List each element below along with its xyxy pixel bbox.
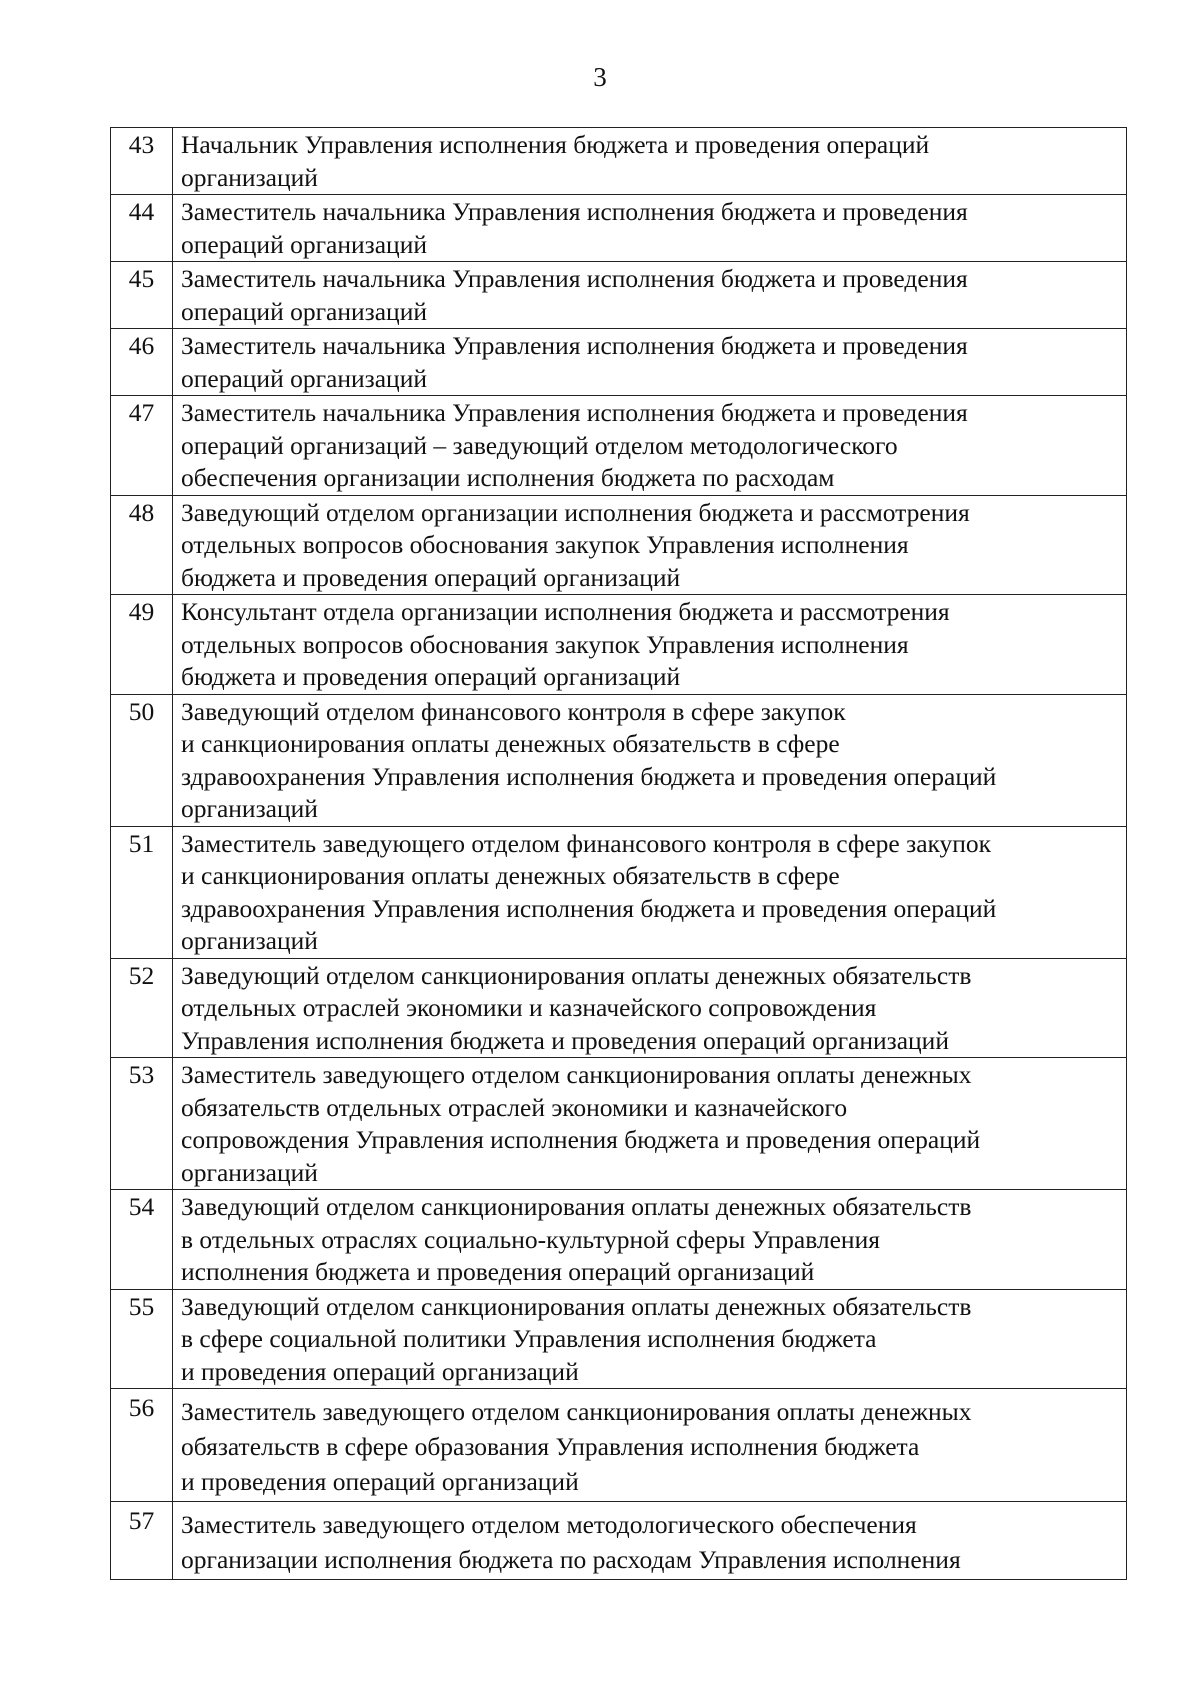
table-row xyxy=(111,262,1127,329)
position-title xyxy=(173,1190,1127,1290)
position-title-line: Заместитель заведующего отделом санкционирования оплаты денежных xyxy=(181,1060,972,1089)
table-row xyxy=(111,1389,1127,1502)
position-title xyxy=(173,595,1127,695)
table-row xyxy=(111,195,1127,262)
row-number: 43 xyxy=(111,128,173,195)
row-number: 47 xyxy=(111,396,173,496)
position-title-line: организации исполнения бюджета по расходам Управления исполнения xyxy=(181,1545,961,1574)
table-row xyxy=(111,1058,1127,1190)
position-title xyxy=(173,195,1127,262)
position-title-line: и санкционирования оплаты денежных обязательств в сфере xyxy=(181,861,840,890)
row-number: 50 xyxy=(111,694,173,826)
table-row xyxy=(111,329,1127,396)
position-title-line: организаций xyxy=(181,1157,318,1187)
row-number: 55 xyxy=(111,1289,173,1389)
row-number: 52 xyxy=(111,958,173,1058)
table-row xyxy=(111,1502,1127,1580)
position-title-line: бюджета и проведения операций организаций xyxy=(181,662,681,691)
position-title-line: отдельных отраслей экономики и казначейского сопровождения xyxy=(181,993,877,1022)
row-number: 57 xyxy=(111,1502,173,1580)
position-title-line: организаций xyxy=(181,162,318,192)
table-row xyxy=(111,826,1127,958)
position-title xyxy=(173,1502,1127,1580)
position-title xyxy=(173,329,1127,396)
position-title-line: отдельных вопросов обоснования закупок Управления исполнения xyxy=(181,629,909,659)
position-title xyxy=(173,694,1127,826)
row-number: 53 xyxy=(111,1058,173,1190)
table-row xyxy=(111,694,1127,826)
position-title-line: операций организаций xyxy=(181,229,427,259)
position-title-line: Заведующий отделом санкционирования оплаты денежных обязательств xyxy=(181,960,972,990)
position-title-line: бюджета и проведения операций организаций xyxy=(181,562,681,592)
position-title-line: здравоохранения Управления исполнения бюджета и проведения операций xyxy=(181,893,997,923)
position-title xyxy=(173,1058,1127,1190)
position-title xyxy=(173,262,1127,329)
position-title-line: операций организаций – заведующий отделом методологического xyxy=(181,430,898,460)
row-number: 54 xyxy=(111,1190,173,1290)
position-title-line: Заместитель заведующего отделом методологического обеспечения xyxy=(181,1510,917,1539)
table-row xyxy=(111,1289,1127,1389)
positions-table-body xyxy=(111,128,1127,1580)
row-number: 46 xyxy=(111,329,173,396)
row-number: 56 xyxy=(111,1389,173,1502)
position-title-line: в отдельных отраслях социально-культурной сферы Управления xyxy=(181,1224,880,1254)
table-row xyxy=(111,495,1127,595)
position-title-line: обязательств в сфере образования Управления исполнения бюджета xyxy=(181,1432,920,1461)
row-number: 49 xyxy=(111,595,173,695)
position-title-line: организаций xyxy=(181,926,318,955)
position-title xyxy=(173,826,1127,958)
positions-table xyxy=(110,127,1127,1580)
position-title xyxy=(173,495,1127,595)
table-row xyxy=(111,1190,1127,1290)
row-number: 44 xyxy=(111,195,173,262)
position-title-line: в сфере социальной политики Управления исполнения бюджета xyxy=(181,1324,877,1353)
position-title-line: отдельных вопросов обоснования закупок Управления исполнения xyxy=(181,530,909,559)
position-title-line: Управления исполнения бюджета и проведения операций организаций xyxy=(181,1025,949,1055)
position-title xyxy=(173,1289,1127,1389)
position-title-line: Заведующий отделом организации исполнения бюджета и рассмотрения xyxy=(181,497,970,527)
position-title-line: Заместитель начальника Управления исполнения бюджета и проведения xyxy=(181,331,968,360)
position-title-line: и санкционирования оплаты денежных обязательств в сфере xyxy=(181,729,840,758)
position-title xyxy=(173,396,1127,496)
position-title-line: Заместитель начальника Управления исполнения бюджета и проведения xyxy=(181,264,968,293)
position-title-line: операций организаций xyxy=(181,296,427,326)
position-title-line: Заместитель заведующего отделом финансового контроля в сфере закупок xyxy=(181,828,992,858)
position-title-line: Заведующий отделом финансового контроля в сфере закупок xyxy=(181,696,846,726)
position-title-line: сопровождения Управления исполнения бюджета и проведения операций xyxy=(181,1125,981,1154)
position-title-line: и проведения операций организаций xyxy=(181,1356,579,1386)
position-title xyxy=(173,128,1127,195)
position-title-line: обеспечения организации исполнения бюджета по расходам xyxy=(181,463,835,492)
table-row xyxy=(111,958,1127,1058)
position-title-line: Заместитель начальника Управления исполнения бюджета и проведения xyxy=(181,197,968,226)
position-title-line: Заведующий отделом санкционирования оплаты денежных обязательств xyxy=(181,1291,972,1321)
position-title-line: и проведения операций организаций xyxy=(181,1467,579,1496)
position-title xyxy=(173,958,1127,1058)
row-number: 48 xyxy=(111,495,173,595)
table-row xyxy=(111,396,1127,496)
position-title-line: здравоохранения Управления исполнения бюджета и проведения операций xyxy=(181,761,997,791)
position-title xyxy=(173,1389,1127,1502)
row-number: 45 xyxy=(111,262,173,329)
position-title-line: Заместитель заведующего отделом санкционирования оплаты денежных xyxy=(181,1397,972,1426)
page-number: 3 xyxy=(593,62,607,92)
position-title-line: обязательств отдельных отраслей экономики и казначейского xyxy=(181,1092,848,1122)
position-title-line: Консультант отдела организации исполнения бюджета и рассмотрения xyxy=(181,597,950,626)
position-title-line: операций организаций xyxy=(181,363,427,393)
position-title-line: организаций xyxy=(181,794,318,823)
position-title-line: Заместитель начальника Управления исполнения бюджета и проведения xyxy=(181,398,968,427)
position-title-line: Начальник Управления исполнения бюджета и проведения операций xyxy=(181,130,930,159)
position-title-line: исполнения бюджета и проведения операций организаций xyxy=(181,1257,815,1286)
position-title-line: Заведующий отделом санкционирования оплаты денежных обязательств xyxy=(181,1192,972,1221)
table-row xyxy=(111,595,1127,695)
table-row xyxy=(111,128,1127,195)
row-number: 51 xyxy=(111,826,173,958)
